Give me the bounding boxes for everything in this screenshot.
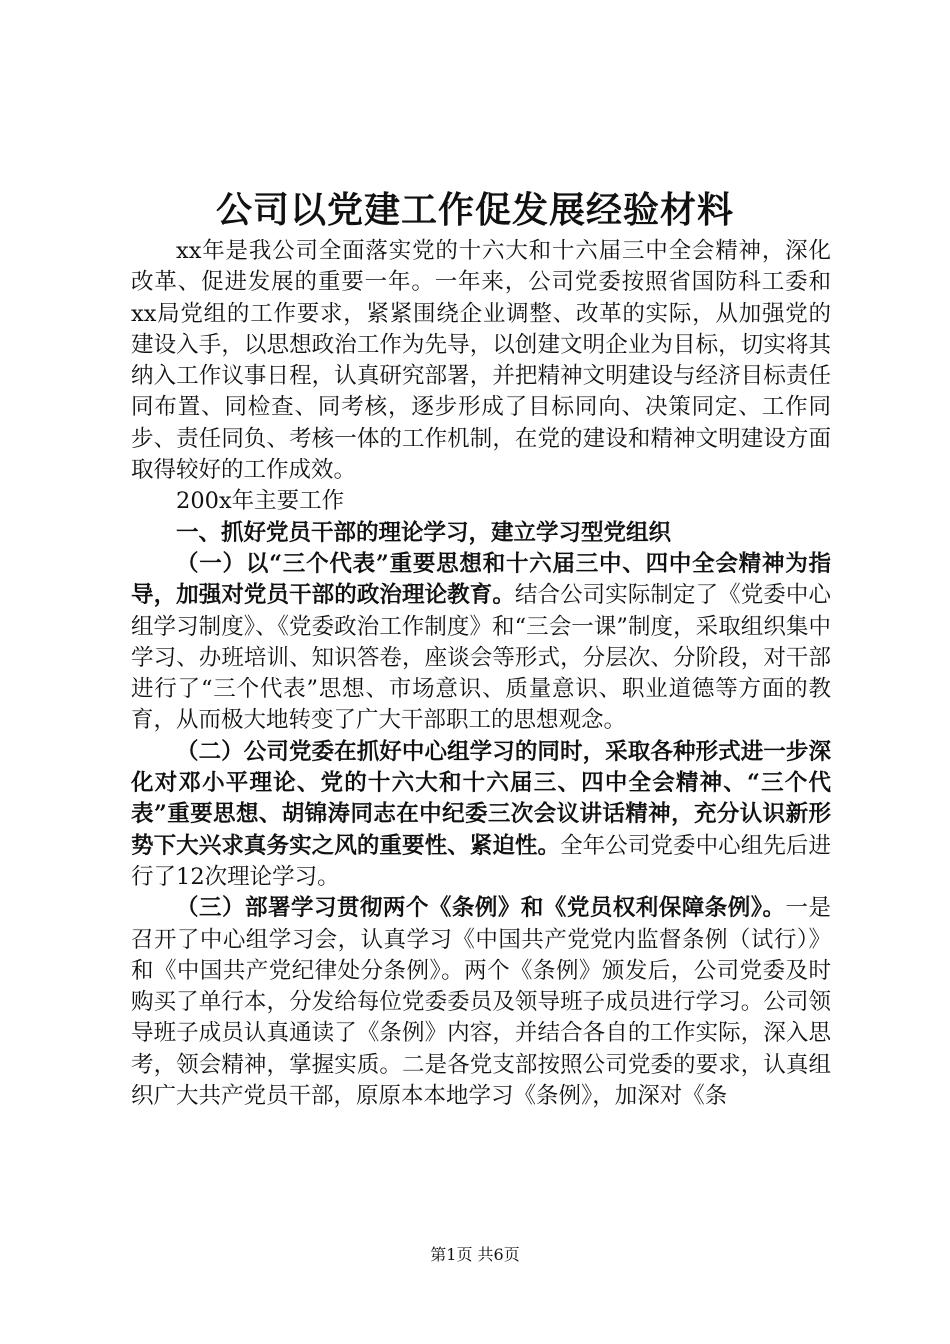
item-3-text: 一是召开了中心组学习会，认真学习《中国共产党党内监督条例（试行）》和《中国共产党纪律处分条例》。两个《条例》颁发后，公司党委及时购买了单行本，分发给每位党委委员及领导班子成员进行学习。公司领导班子成员认真通读了《条例》内容，并结合各自的工作实际，深入思考，领会精神，掌握实质。二是各党支部按照公司党委的要求，认真组织广大共产党员干部，原原本本地学习《条例》，加深对《条 [131, 895, 831, 1110]
section-heading: 一、抓好党员干部的理论学习，建立学习型党组织 [176, 519, 672, 546]
item-2-lead: （二）公司党委在抓好中心组学习的同时，采取各种形式进一步深化对邓小平理论、党的十六大和十六届三、四中全会精神、“三个代表”重要思想、胡锦涛同志在中纪委三次会议讲话精神，充分认识新形势下大兴求真务实之风的重要性、紧迫性。 [131, 738, 831, 859]
document-body [131, 236, 831, 1112]
item-paragraph-2 [131, 737, 831, 893]
item-paragraph-3 [131, 893, 831, 1112]
page-footer: 第1页 共6页 [430, 1245, 520, 1264]
item-3-lead: （三）部署学习贯彻两个《条例》和《党员权利保障条例》。 [176, 895, 786, 922]
item-1-lead: （一）以“三个代表”重要思想和十六届三中、四中全会精神为指导，加强对党员干部的政治理论教育。 [131, 550, 831, 609]
item-2-text: 全年公司党委中心组先后进行了12次理论学习。 [131, 832, 831, 890]
item-paragraph-1 [131, 549, 831, 737]
item-1-text: 结合公司实际制定了《党委中心组学习制度》、《党委政治工作制度》和“三会一课”制度，采取组织集中学习、办班培训、知识答卷，座谈会等形式，分层次、分阶段，对干部进行了“三个代表”思想、市场意识、质量意识、职业道德等方面的教育，从而极大地转变了广大干部职工的思想观念。 [131, 582, 831, 734]
document-title: 公司以党建工作促发展经验材料 [215, 189, 734, 231]
section-label: 200x年主要工作 [176, 488, 345, 515]
intro-paragraph: xx年是我公司全面落实党的十六大和十六届三中全会精神，深化改革、促进发展的重要一年。一年来，公司党委按照省国防科工委和xx局党组的工作要求，紧紧围绕企业调整、改革的实际，从加强党的建设入手，以思想政治工作为先导，以创建文明企业为目标，切实将其纳入工作议事日程，认真研究部署，并把精神文明建设与经济目标责任同布置、同检查、同考核，逐步形成了目标同向、决策同定、工作同步、责任同负、考核一体的工作机制，在党的建设和精神文明建设方面取得较好的工作成效。 [131, 238, 831, 484]
